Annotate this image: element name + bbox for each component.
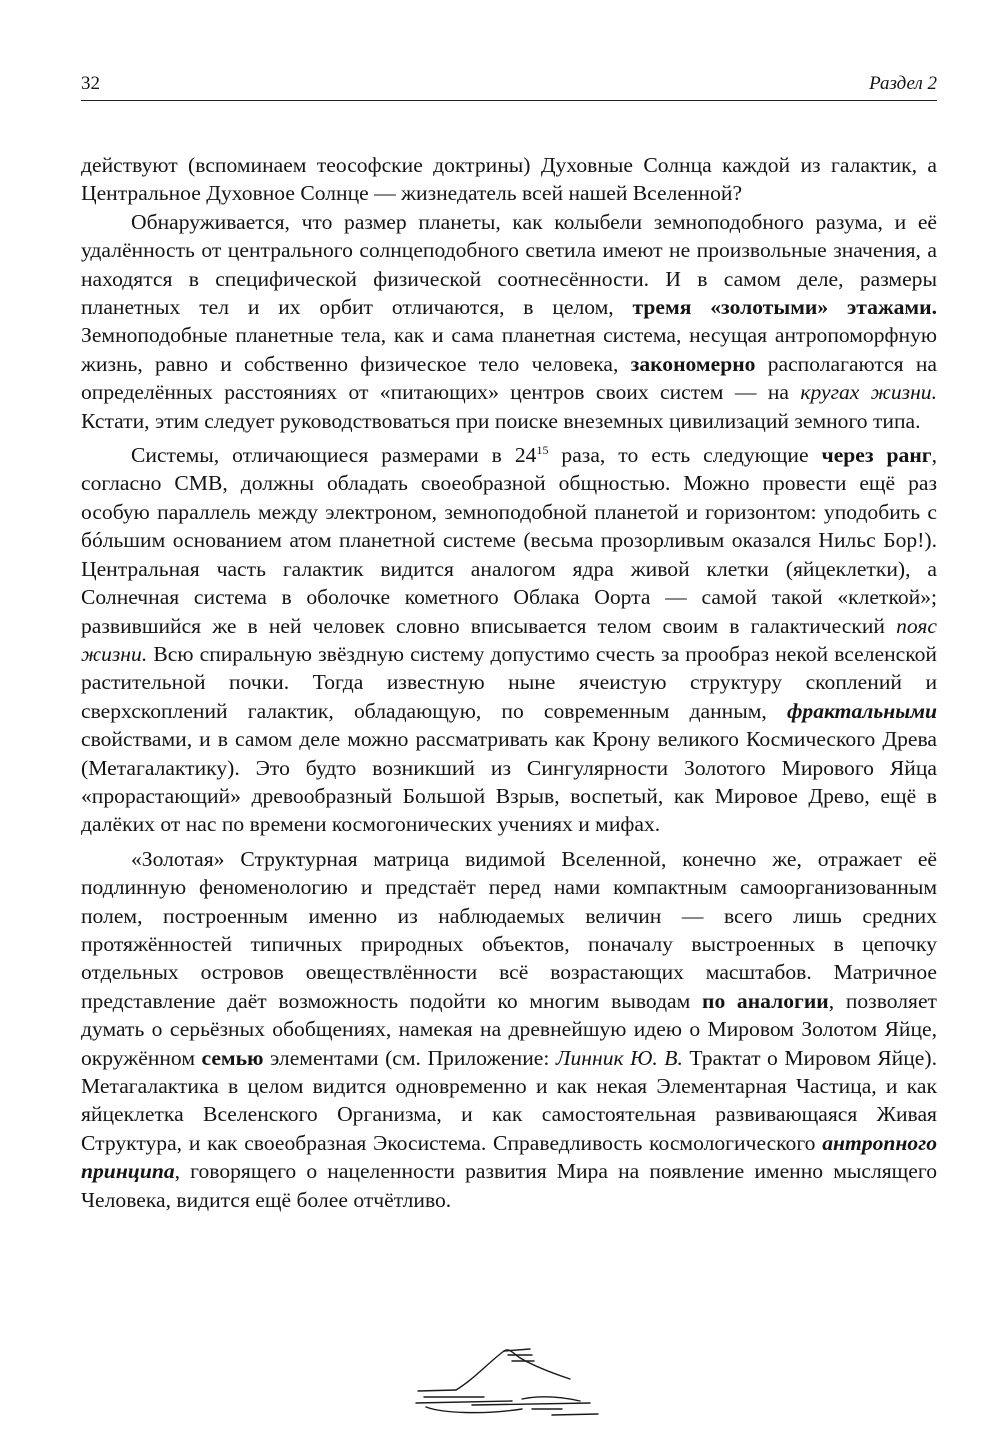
paragraph-4: «Золотая» Структурная матрица видимой Вселенной, конечно же, отражает её подлинную феноменологию и предстаёт перед нами компактным самоорганизованным полем, построенным именно из наблюдаемых величин — всего лишь средних протяжённостей типичных природных объектов, поначалу выстроенных в цепочку отдельных островов овеществлённости всё возрастающих масштабов. Матричное представление даёт возможность подойти ко многим выводам по аналогии, позволяет думать о серьёзных обобщениях, намекая на древнейшую идею о Мировом Золотом Яйце, окружённом семью элементами (см. Приложение: Линник Ю. В. Трактат о Мировом Яйце). Метагалактика в целом видится одновременно и как некая Элементарная Частица, и как яйцеклетка Вселенского Организма, и как самостоятельная развивающаяся Живая Структура, и как своеобразная Экосистема. Справедливость космологического антропного принципа, говорящего о нацеленности развития Мира на появление именно мыслящего Человека, видится ещё более отчётливо. <box>81 846 937 1212</box>
bold-phrase: по аналогии <box>702 988 829 1013</box>
bold-phrase: через ранг <box>821 443 932 468</box>
paragraph-1: действуют (вспоминаем теософские доктрины) Духовные Солнца каждой из галактик, а Центральное Духовное Солнце — жизнедатель всей нашей Вселенной? <box>81 153 937 206</box>
bold-phrase: семью <box>201 1045 264 1070</box>
italic-phrase: кругах жизни. <box>800 380 937 405</box>
bold-italic-phrase: фрактальными <box>786 698 937 723</box>
italic-phrase: Линник Ю. В. <box>555 1045 683 1070</box>
bold-phrase: тремя «золотыми» этажами. <box>632 295 937 320</box>
paragraph-3: Системы, отличающиеся размерами в $24^{15}$ раза, то есть следующие через ранг, согласно СМВ, должны обладать своеобразной общностью. Можно провести ещё раз особую параллель между электроном, земноподобной планетой и горизонтом: уподобить с бóльшим основанием атом планетной системе (весьма прозорливым оказался Нильс Бор!). Центральная часть галактик видится аналогом ядра живой клетки (яйцеклетки), а Солнечная система в оболочке кометного Облака Оорта — самой такой «клеткой»; развившийся же в ней человек словно вписывается телом своим в галактический пояс жизни. Всю спиральную звёздную систему допустимо счесть за прообраз некой вселенской растительной почки. Тогда известную ныне ячеистую структуру скоплений и сверхскоплений галактик, обладающую, по современным данным, фрактальными свойствами, и в самом деле можно рассматривать как Крону великого Космического Древа (Метагалактику). Это будто возникший из Сингулярности Золотого Мирового Яйца «прорастающий» древообразный Большой Взрыв, воспетый, как Мировое Древо, ещё в далёких от нас по времени космогонических учениях и мифах. <box>81 442 937 837</box>
page-number: 32 <box>81 73 100 94</box>
paragraph-2: Обнаруживается, что размер планеты, как колыбели земноподобного разума, и её удалённость от центрального солнцеподобного светила имеют не произвольные значения, а находятся в специфической физической соотнесённости. И в самом деле, размеры планетных тел и их орбит отличаются, в целом, тремя «золотыми» этажами. Земноподобные планетные тела, как и сама планетная система, несущая антропоморфную жизнь, равно и собственно физическое тело человека, закономерно располагаются на определённых расстояниях от «питающих» центров своих систем — на кругах жизни. Кстати, этим следует руководствоваться при поиске внеземных цивилизаций земного типа. <box>81 209 937 433</box>
bold-italic-phrase: антропного принципа <box>81 1130 937 1184</box>
running-header <box>81 72 937 101</box>
exponent: 15 <box>536 442 549 457</box>
section-title: Раздел 2 <box>869 73 937 94</box>
italic-phrase: пояс жизни. <box>81 613 937 666</box>
mountain-wave-ornament-icon <box>412 1335 602 1420</box>
body-text <box>81 151 937 1214</box>
bold-phrase: закономерно <box>630 351 756 376</box>
